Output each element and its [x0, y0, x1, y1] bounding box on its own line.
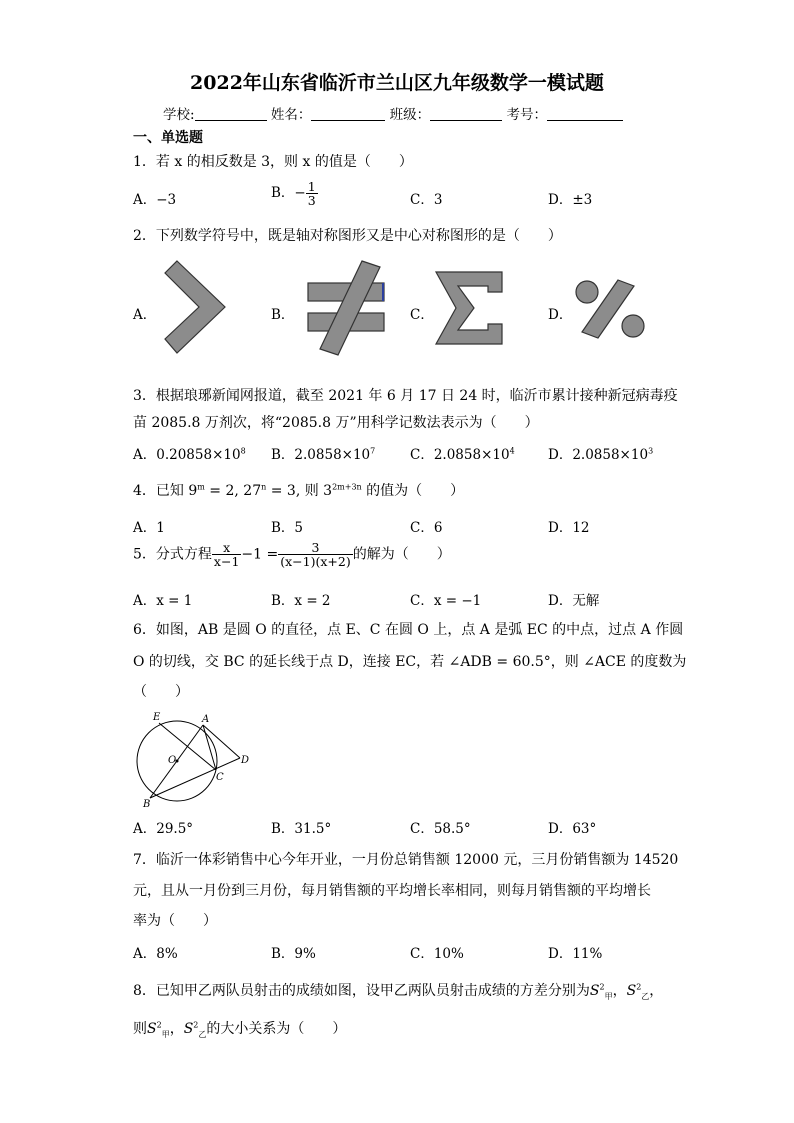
q7-option-b: B．9% — [271, 946, 316, 962]
q8-comma-1: ， — [612, 983, 627, 999]
q4-stem — [133, 480, 464, 500]
name-label: 姓名： — [270, 107, 312, 123]
q3-stem-line1: 3．根据琅琊新闻网报道，截至 2021 年 6 月 17 日 24 时，临沂市累计接种新冠病毒疫 — [133, 388, 678, 404]
q4-text-1: 4．已知 9 — [133, 483, 198, 499]
q5-option-a: A．x = 1 — [133, 593, 193, 609]
q3-b-base: B．2.0858×10 — [271, 447, 371, 463]
label-c: C — [216, 772, 224, 783]
q8-stem-line2 — [133, 1018, 346, 1040]
percent-symbol-figure — [572, 278, 648, 340]
q6-option-d: D．63° — [548, 821, 597, 837]
q7-stem-line1: 7．临沂一体彩销售中心今年开业，一月份总销售额 12000 元，三月份销售额为 14520 — [133, 852, 679, 868]
q8-sub-yi: 乙 — [641, 991, 650, 1001]
q3-c-exp: 4 — [509, 446, 515, 456]
not-equal-symbol-figure — [304, 259, 388, 357]
q3-d-exp: 3 — [648, 446, 654, 456]
q8-sq-2: 2 — [636, 982, 642, 992]
q6-option-b: B．31.5° — [271, 821, 332, 837]
school-blank[interactable] — [195, 106, 267, 121]
q3-c-base: C．2.0858×10 — [410, 447, 510, 463]
q1-option-b-prefix: B．− — [271, 185, 306, 202]
q5-option-b: B．x = 2 — [271, 593, 331, 609]
q3-stem-line2: 苗 2085.8 万剂次，将“2085.8 万”用科学记数法表示为（ ） — [133, 415, 539, 431]
fraction-numerator: x — [212, 541, 241, 555]
q4-option-b: B．5 — [271, 520, 304, 536]
q8-sub-jia: 甲 — [604, 991, 613, 1001]
q4-exp-3: 2m+3n — [332, 482, 362, 492]
q7-stem-line3: 率为（ ） — [133, 913, 217, 929]
q7-option-d: D．11% — [548, 946, 603, 962]
q2-option-a: A． — [133, 307, 157, 323]
q1-option-d: D．±3 — [548, 192, 593, 208]
q1-option-c: C．3 — [410, 192, 443, 208]
page-title: 2022年山东省临沂市兰山区九年级数学一模试题 — [190, 72, 604, 94]
sigma-symbol-figure — [434, 270, 504, 346]
q8-text-2: 则 — [133, 1021, 147, 1037]
q5-text-1: 5．分式方程 — [133, 546, 212, 563]
q8-s-jia-2: S — [147, 1021, 157, 1037]
q5-text-3: 的解为（ ） — [352, 546, 451, 563]
fraction-numerator: 3 — [278, 541, 352, 555]
q5-option-c: C．x = −1 — [410, 593, 482, 609]
q5-option-d: D．无解 — [548, 593, 600, 609]
q6-option-a: A．29.5° — [133, 821, 194, 837]
school-label: 学校: — [163, 107, 195, 123]
label-d: D — [241, 755, 250, 766]
q8-sq-1: 2 — [599, 982, 605, 992]
q2-option-d: D． — [548, 307, 573, 323]
q3-option-b — [271, 443, 375, 463]
q3-option-a — [133, 443, 246, 463]
q3-option-d — [548, 443, 653, 463]
q2-option-c: C． — [410, 307, 434, 323]
label-e: E — [153, 712, 161, 723]
q1-option-a: A．−3 — [133, 192, 177, 208]
fraction-numerator: 1 — [307, 179, 316, 194]
q6-option-c: C．58.5° — [410, 821, 471, 837]
fraction-denominator: (x−1)(x+2) — [280, 554, 351, 570]
fraction-denominator: x−1 — [213, 554, 240, 570]
label-b: B — [143, 799, 151, 808]
label-a: A — [202, 714, 210, 725]
number-blank[interactable] — [547, 106, 623, 121]
q6-stem-line1: 6．如图，AB 是圆 O 的直径，点 E、C 在圆 O 上，点 A 是弧 EC 的中点，过点 A 作圆 — [133, 622, 684, 638]
q1-option-b — [271, 180, 318, 207]
q2-stem: 2．下列数学符号中，既是轴对称图形又是中心对称图形的是（ ） — [133, 228, 562, 244]
q8-sq-3: 2 — [156, 1020, 162, 1030]
q8-sub-jia-2: 甲 — [161, 1029, 170, 1039]
q6-stem-line3: （ ） — [133, 684, 189, 700]
q6-stem-line2: O 的切线，交 BC 的延长线于点 D，连接 EC，若 ∠ADB = 60.5°，则 ∠ACE 的度数为 — [133, 654, 687, 670]
q8-s-jia: S — [589, 983, 600, 999]
q8-comma-2: ， — [649, 983, 664, 999]
q3-a-base: A．0.20858×10 — [133, 447, 241, 463]
fraction-denominator: 3 — [307, 193, 316, 209]
q5-text-2: −1 = — [241, 546, 279, 563]
q1-option-b-fraction — [306, 180, 318, 207]
q8-s-yi: S — [626, 983, 637, 999]
q4-option-a: A．1 — [133, 520, 165, 536]
q7-stem-line2: 元，且从一月份到三月份，每月销售额的平均增长率相同，则每月销售额的平均增长 — [133, 883, 651, 899]
q3-a-exp: 8 — [240, 446, 246, 456]
q3-option-c — [410, 443, 515, 463]
q4-text-4: 的值为（ ） — [361, 483, 465, 499]
number-label: 考号： — [506, 107, 547, 123]
q3-d-base: D．2.0858×10 — [548, 447, 649, 463]
q8-text-3: 的大小关系为（ ） — [206, 1021, 347, 1037]
tangent-ad — [203, 725, 240, 758]
q8-comma-3: ， — [169, 1021, 184, 1037]
q3-b-exp: 7 — [370, 446, 376, 456]
q8-sq-4: 2 — [193, 1020, 199, 1030]
chevron-symbol-figure — [163, 259, 229, 355]
q5-fraction-2 — [278, 541, 352, 568]
label-o: O — [168, 755, 177, 766]
q4-text-2: = 2, 27 — [204, 483, 262, 499]
class-label: 班级： — [389, 107, 431, 123]
q5-fraction-1 — [212, 541, 241, 568]
line-bd — [150, 758, 240, 798]
student-info-line — [163, 103, 623, 123]
q2-option-b: B． — [271, 307, 295, 323]
q8-stem-line1 — [133, 980, 663, 1002]
q8-text-1: 8．已知甲乙两队员射击的成绩如图，设甲乙两队员射击成绩的方差分别为 — [133, 983, 590, 999]
q4-exp-2: n — [261, 482, 267, 492]
q5-stem — [133, 541, 451, 568]
chord-ac — [203, 725, 216, 770]
q1-stem: 1．若 x 的相反数是 3，则 x 的值是（ ） — [133, 154, 413, 170]
q8-s-yi-2: S — [183, 1021, 194, 1037]
q4-option-d: D．12 — [548, 520, 590, 536]
q7-option-a: A．8% — [133, 946, 178, 962]
circle-geometry-figure — [130, 708, 255, 808]
q4-option-c: C．6 — [410, 520, 443, 536]
q7-option-c: C．10% — [410, 946, 464, 962]
q8-sub-yi-2: 乙 — [198, 1029, 207, 1039]
section-heading: 一、单选题 — [133, 130, 203, 146]
name-blank[interactable] — [311, 106, 385, 121]
class-blank[interactable] — [430, 106, 502, 121]
q4-exp-1: m — [197, 482, 205, 492]
q4-text-3: = 3, 则 3 — [266, 483, 333, 499]
